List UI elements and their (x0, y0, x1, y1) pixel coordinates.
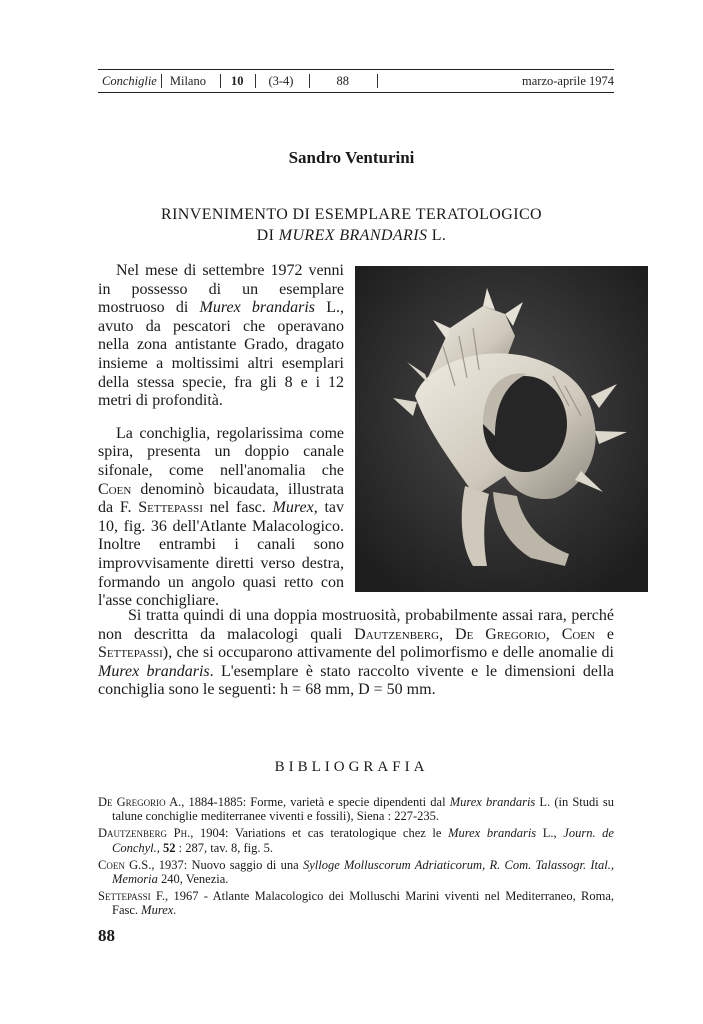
ref-text: L., (536, 826, 564, 841)
title-prefix: DI (256, 227, 279, 244)
ref-text: , 1884-1885: Forme, varietà e specie dipendenti dal (181, 795, 450, 809)
author-name: Dautzenberg (354, 625, 440, 643)
running-header (98, 69, 614, 93)
ref-text: : 287, tav. 8, fig. 5. (175, 840, 273, 855)
ref-volume: 52 (163, 840, 176, 855)
header-volume: 10 (230, 73, 244, 88)
header-issue: (3-4) (268, 73, 294, 88)
header-separator (377, 74, 378, 88)
ref-text: L. (in Studi su talune conchiglie mediterranee viventi e fossili), Siena : 227-235. (112, 795, 614, 824)
p2-text: denominò bicaudata, illustrata da F. (98, 480, 344, 517)
p1-text-end: L., avuto da pescatori che operavano nella zona antistante Grado, dragato insieme a moltissimi altri esemplari della stessa specie, fra gli 8 e i 12 metri di profondità. (98, 299, 344, 410)
title-suffix: L. (427, 227, 447, 244)
ref-italic: Murex brandaris (449, 795, 536, 809)
paragraph-2 (98, 425, 344, 611)
p2-text-end: tav 10, fig. 36 dell'Atlante Malacologico. Inoltre entrambi i canali sono improvvisamente diretti verso destra, formando un angolo quasi retto con l'asse conchigliare. (98, 499, 345, 610)
reference-item (98, 889, 614, 917)
p3-text: Si tratta quindi di una doppia mostruosità, probabilmente assai rara, perché non descritta da malacologi quali (98, 607, 614, 643)
reference-item (98, 795, 614, 823)
p1-text: Nel mese di settembre 1972 venni in possesso di un esemplare mostruoso di (98, 262, 344, 317)
p3-text: , (545, 625, 562, 643)
ref-text: , 1937: Nuovo saggio di una (151, 857, 303, 872)
ref-text: , (156, 840, 164, 855)
article-author: Sandro Venturini (288, 148, 415, 167)
p3-text: ), che si occuparono attivamente del polimorfismo e delle anomalie di (162, 644, 614, 662)
author-name: Settepassi (138, 499, 203, 517)
journal-name: Conchiglie (102, 73, 157, 88)
genus-name: Murex, (272, 499, 318, 517)
p2-text: La conchiglia, regolarissima come spira, presenta un doppio canale sifonale, come nell'anomalia che (98, 424, 344, 479)
paragraph-1 (98, 262, 344, 411)
header-page: 88 (336, 73, 349, 88)
p2-text: nel fasc. (202, 499, 273, 517)
ref-text: , 1904: Variations et cas teratologique chez le (190, 826, 449, 841)
ref-italic: Murex brandaris (448, 826, 537, 841)
bibliography-list (98, 795, 614, 921)
author-name: Coen (561, 625, 595, 643)
species-name: Murex brandaris (199, 299, 316, 317)
ref-text: , 1967 - Atlante Malacologico dei Molluschi Marini viventi nel Mediterraneo, Roma, Fasc. (112, 889, 614, 918)
title-species: MUREX BRANDARIS (278, 227, 428, 244)
ref-author: Settepassi F. (98, 889, 166, 904)
page-number: 88 (98, 926, 115, 945)
ref-italic: Murex. (141, 903, 177, 918)
p3-text-end: . L'esemplare è stato raccolto vivente e le dimensioni della conchiglia sono le seguenti: h = 68 mm, D = 50 mm. (98, 662, 615, 699)
ref-text: 240, Venezia. (157, 872, 229, 887)
ref-italic: Sylloge Molluscorum Adriaticorum, R. Com. Talassogr. Ital., Memoria (112, 857, 614, 887)
ref-author: Dautzenberg Ph. (98, 826, 191, 841)
author-name: Coen (98, 480, 132, 498)
reference-item (98, 826, 614, 854)
shell-illustration (355, 266, 648, 592)
author-name: Settepassi (98, 644, 163, 662)
title-line-1: RINVENIMENTO DI ESEMPLARE TERATOLOGICO (161, 206, 542, 223)
title-line-2 (0, 225, 703, 246)
ref-author: Coen G.S. (98, 857, 152, 872)
bibliography-heading: BIBLIOGRAFIA (274, 759, 429, 775)
species-name: Murex brandaris (98, 662, 210, 680)
body-column (98, 262, 344, 611)
header-date: marzo-aprile 1974 (522, 73, 614, 88)
p3-text: , (439, 625, 456, 643)
reference-item (98, 858, 614, 886)
header-city: Milano (169, 73, 206, 88)
shell-photograph (355, 266, 648, 592)
article-title (0, 204, 703, 246)
author-name: De Gregorio (455, 625, 546, 643)
paragraph-3 (98, 607, 614, 700)
p3-text: e (594, 625, 615, 643)
ref-italic: Journ. de Conchyl. (112, 826, 614, 855)
ref-author: De Gregorio A. (98, 795, 182, 809)
